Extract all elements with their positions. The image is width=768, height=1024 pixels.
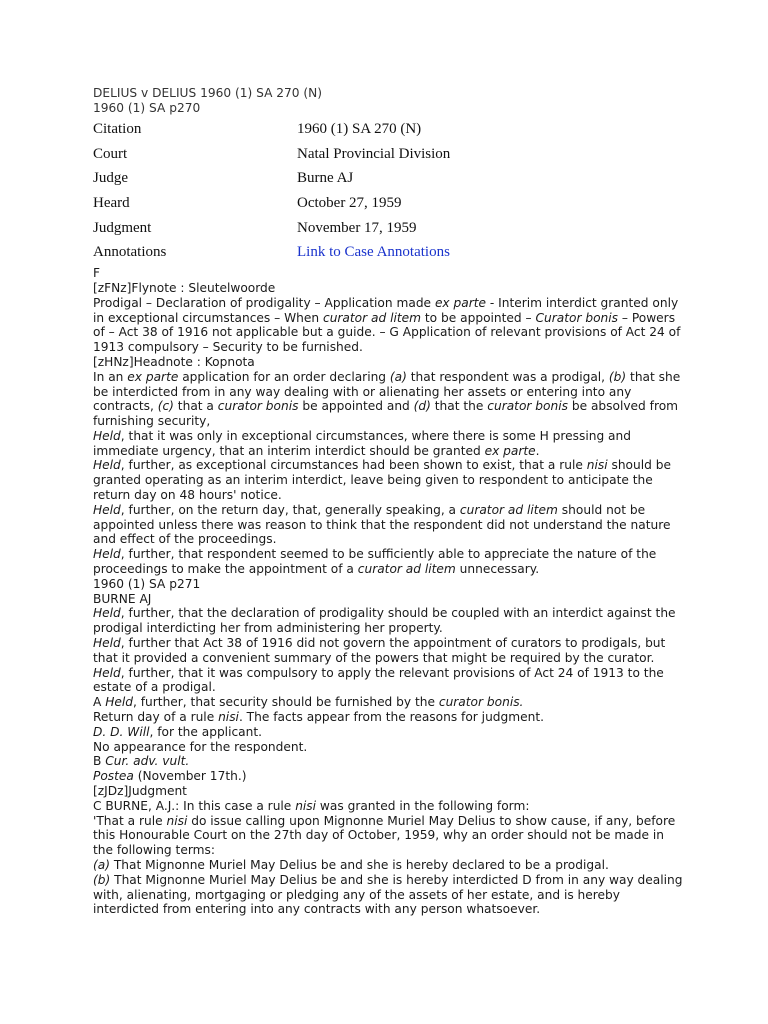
case-header [93, 86, 683, 115]
page-reference: 1960 (1) SA p271 [93, 576, 201, 591]
meta-value: Burne AJ [297, 170, 354, 187]
meta-value: 1960 (1) SA 270 (N) [297, 120, 422, 137]
case-body [93, 266, 683, 917]
meta-label: Judge [93, 170, 128, 187]
procedural-note: B Cur. adv. vult. [93, 754, 190, 769]
meta-label: Heard [93, 194, 130, 211]
meta-row-citation [93, 117, 450, 142]
case-title: DELIUS v DELIUS 1960 (1) SA 270 (N) [93, 86, 323, 100]
order-term: (a) That Mignonne Muriel May Delius be and she is hereby declared to be a prodigal. [93, 858, 609, 872]
meta-row-judgment [93, 216, 450, 241]
meta-value: October 27, 1959 [297, 194, 402, 211]
headnote-paragraph: In an ex parte application for an order declaring (a) that respondent was a prodigal, (b) that she be interdicted from in any way dealing with or alienating her assets or entering into any contracts, (c) that a curator bonis be appointed and (d) that the curator bonis be absolved from furnishing security, [93, 369, 681, 429]
case-annotations-link[interactable]: Link to Case Annotations [297, 244, 450, 261]
flynote-heading: [zFNz]Flynote : Sleutelwoorde [93, 280, 276, 295]
meta-label: Judgment [93, 219, 152, 236]
holding-paragraph: Held, further, as exceptional circumstances had been shown to exist, that a rule nisi should be granted operating as an interim interdict, leave being given to respondent to anticipate the return day on 48 hours' notice. [93, 458, 671, 503]
meta-row-judge [93, 166, 450, 191]
holding-paragraph: Held, further, that the declaration of prodigality should be coupled with an interdict against the prodigal interdicting her from administering her property. [93, 606, 676, 636]
case-metadata-table [93, 117, 450, 265]
procedural-note: Postea (November 17th.) [93, 769, 247, 784]
holding-paragraph: Held, further that Act 38 of 1916 did not govern the appointment of curators to prodigals, but that it provided a convenient summary of the powers that might be required by the curator. [93, 636, 666, 665]
headnote-heading: [zHNz]Headnote : Kopnota [93, 354, 255, 369]
case-document [93, 86, 683, 917]
flynote-text: Prodigal – Declaration of prodigality – Application made ex parte - Interim interdict granted only in exceptional circumstances – When curator ad litem to be appointed – Curator bonis – Powers of – Act 38 of 1916 not applicable but a guide. – G Application of relevant provisions of Act 24 of 1913 compulsory – Security to be furnished. [93, 295, 681, 355]
order-term: (b) That Mignonne Muriel May Delius be and she is hereby interdicted D from in any way dealing with, alienating, mortgaging or pledging any of the assets of her estate, and is hereby interdicted from entering into any contracts with any person whatsoever. [93, 872, 683, 917]
holding-paragraph: A Held, further, that security should be furnished by the curator bonis. [93, 695, 524, 710]
judgment-paragraph: C BURNE, A.J.: In this case a rule nisi was granted in the following form: [93, 798, 530, 813]
judgment-heading: [zJDz]Judgment [93, 784, 187, 799]
holding-paragraph: Held, further, that it was compulsory to apply the relevant provisions of Act 24 of 1913 to the estate of a prodigal. [93, 665, 664, 695]
meta-row-annotations [93, 240, 450, 265]
meta-value: November 17, 1959 [297, 219, 417, 236]
meta-row-court [93, 142, 450, 167]
meta-row-heard [93, 191, 450, 216]
meta-label: Court [93, 145, 128, 162]
meta-label: Annotations [93, 244, 167, 261]
meta-label: Citation [93, 120, 142, 137]
holding-paragraph: Held, further, that respondent seemed to be sufficiently able to appreciate the nature of the proceedings to make the appointment of a curator ad litem unnecessary. [93, 547, 657, 577]
judgment-paragraph: 'That a rule nisi do issue calling upon Mignonne Muriel May Delius to show cause, if any, before this Honourable Court on the 27th day of October, 1959, why an order should not be made in the following terms: [93, 813, 676, 858]
holding-paragraph: Held, that it was only in exceptional circumstances, where there is some H pressing and immediate urgency, that an interim interdict should be granted ex parte. [93, 428, 631, 458]
holding-paragraph: Held, further, on the return day, that, generally speaking, a curator ad litem should not be appointed unless there was reason to think that the respondent did not understand the nature and effect of the proceedings. [93, 502, 671, 547]
meta-value: Natal Provincial Division [297, 145, 451, 162]
procedural-note: Return day of a rule nisi. The facts appear from the reasons for judgment. [93, 710, 545, 725]
counsel-line: D. D. Will, for the applicant. [93, 724, 262, 739]
judge-running-head: BURNE AJ [93, 591, 152, 606]
counsel-line: No appearance for the respondent. [93, 739, 308, 754]
page-reference: 1960 (1) SA p270 [93, 100, 201, 115]
margin-letter: F [93, 266, 101, 281]
